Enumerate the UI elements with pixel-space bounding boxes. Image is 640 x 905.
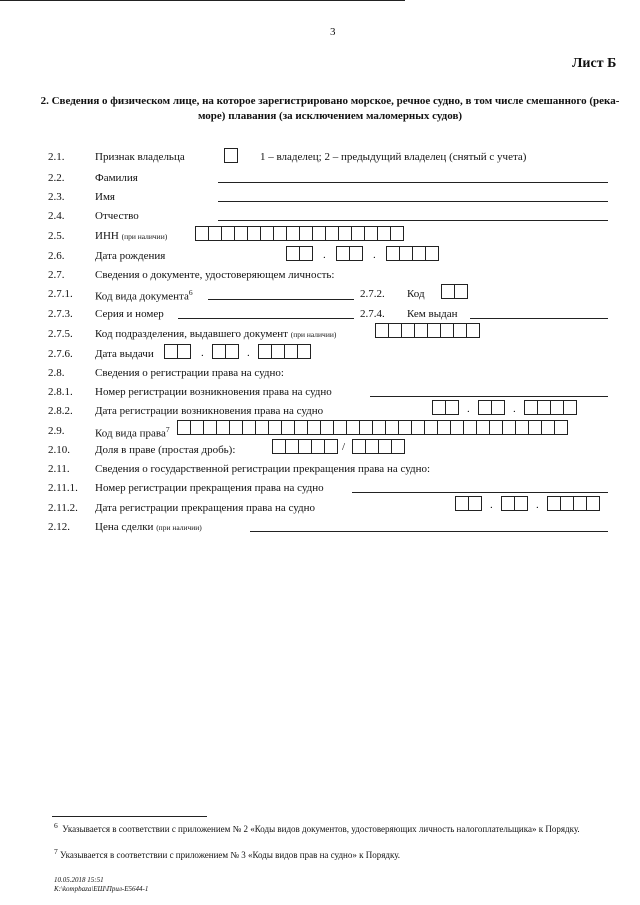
- print-timestamp: 10.05.2018 15:51: [54, 876, 104, 884]
- right-reg-date-label: Дата регистрации возникновения права на судно: [95, 405, 324, 417]
- section-title: 2. Сведения о физическом лице, на которое зарегистрировано морское, речное судно, в том числе смешанного (река-море) плавания (за исключением маломерных судов): [40, 95, 620, 122]
- row-number: 2.11.2.: [48, 502, 78, 514]
- row-number: 2.12.: [48, 521, 70, 533]
- page-number: 3: [330, 26, 336, 38]
- series-number-field[interactable]: [178, 318, 354, 319]
- doc-type-code-label: Код вида документа$^6$: [95, 288, 193, 303]
- row-number: 2.7.4.: [360, 308, 385, 320]
- surname-field[interactable]: [218, 182, 608, 183]
- right-reg-month-field[interactable]: [478, 400, 504, 415]
- name-field[interactable]: [218, 201, 608, 202]
- right-reg-day-field[interactable]: [432, 400, 458, 415]
- row-number: 2.8.: [48, 367, 65, 379]
- series-number-label: Серия и номер: [95, 308, 164, 320]
- termination-number-field[interactable]: [352, 492, 608, 493]
- row-number: 2.7.1.: [48, 288, 73, 300]
- date-separator: .: [513, 403, 516, 415]
- birth-day-field[interactable]: [286, 246, 312, 261]
- row-number: 2.7.3.: [48, 308, 73, 320]
- termination-day-field[interactable]: [455, 496, 481, 511]
- id-document-heading: Сведения о документе, удостоверяющем личность:: [95, 269, 335, 281]
- footnote-7: $^7$ Указывается в соответствии с приложением № 3 «Коды видов прав на судно» к Порядку.: [54, 847, 401, 860]
- row-number: 2.11.: [48, 463, 70, 475]
- right-registration-heading: Сведения о регистрации права на судно:: [95, 367, 284, 379]
- issue-date-label: Дата выдачи: [95, 348, 154, 360]
- footnote-rule: [52, 816, 207, 817]
- row-number: 2.7.2.: [360, 288, 385, 300]
- date-separator: .: [201, 347, 204, 359]
- row-number: 2.7.6.: [48, 348, 73, 360]
- top-rule: [0, 0, 405, 1]
- right-reg-number-label: Номер регистрации возникновения права на судно: [95, 386, 332, 398]
- row-number: 2.9.: [48, 425, 65, 437]
- patronymic-label: Отчество: [95, 210, 139, 222]
- termination-year-field[interactable]: [547, 496, 599, 511]
- birth-month-field[interactable]: [336, 246, 362, 261]
- department-code-label: Код подразделения, выдавшего документ (при наличии): [95, 328, 337, 340]
- issue-day-field[interactable]: [164, 344, 190, 359]
- date-separator: .: [247, 347, 250, 359]
- owner-flag-field[interactable]: [224, 148, 237, 163]
- row-number: 2.10.: [48, 444, 70, 456]
- termination-heading: Сведения о государственной регистрации прекращения права на судно:: [95, 463, 431, 475]
- row-number: 2.8.1.: [48, 386, 73, 398]
- row-number: 2.7.5.: [48, 328, 73, 340]
- code-field[interactable]: [441, 284, 467, 299]
- right-type-code-field[interactable]: [177, 420, 567, 435]
- birth-year-field[interactable]: [386, 246, 438, 261]
- row-number: 2.4.: [48, 210, 65, 222]
- surname-label: Фамилия: [95, 172, 138, 184]
- termination-number-label: Номер регистрации прекращения права на судно: [95, 482, 324, 494]
- owner-flag-label: Признак владельца: [95, 151, 185, 163]
- footnote-6: $^6$ Указывается в соответствии с приложением № 2 «Коды видов документов, удостоверяющих личность налогоплательщика» к Порядку.: [54, 821, 580, 834]
- fraction-slash: /: [342, 441, 346, 453]
- date-separator: .: [467, 403, 470, 415]
- inn-label: ИНН (при наличии): [95, 230, 168, 242]
- row-number: 2.2.: [48, 172, 65, 184]
- name-label: Имя: [95, 191, 115, 203]
- inn-field[interactable]: [195, 226, 403, 241]
- date-separator: .: [490, 499, 493, 511]
- right-type-code-label: Код вида права$^7$: [95, 425, 170, 440]
- share-denominator-field[interactable]: [352, 439, 404, 454]
- row-number: 2.3.: [48, 191, 65, 203]
- patronymic-field[interactable]: [218, 220, 608, 221]
- row-number: 2.8.2.: [48, 405, 73, 417]
- sheet-label: Лист Б: [572, 56, 617, 71]
- row-number: 2.7.: [48, 269, 65, 281]
- owner-flag-note: 1 – владелец; 2 – предыдущий владелец (снятый с учета): [260, 151, 527, 163]
- birth-date-label: Дата рождения: [95, 250, 166, 262]
- deal-price-label: Цена сделки (при наличии): [95, 521, 202, 533]
- row-number: 2.6.: [48, 250, 65, 262]
- deal-price-field[interactable]: [250, 531, 608, 532]
- issue-month-field[interactable]: [212, 344, 238, 359]
- issue-year-field[interactable]: [258, 344, 310, 359]
- termination-month-field[interactable]: [501, 496, 527, 511]
- date-separator: .: [323, 249, 326, 261]
- share-numerator-field[interactable]: [272, 439, 337, 454]
- row-number: 2.1.: [48, 151, 65, 163]
- issued-by-field[interactable]: [470, 318, 608, 319]
- department-code-field[interactable]: [375, 323, 479, 338]
- date-separator: .: [373, 249, 376, 261]
- code-label: Код: [407, 288, 425, 300]
- right-reg-number-field[interactable]: [370, 396, 608, 397]
- termination-date-label: Дата регистрации прекращения права на судно: [95, 502, 315, 514]
- issued-by-label: Кем выдан: [407, 308, 458, 320]
- doc-type-code-field[interactable]: [208, 299, 354, 300]
- file-path-stamp: K:\kompbaza\ЕШ\Прил-Е5644-1: [54, 885, 149, 893]
- row-number: 2.5.: [48, 230, 65, 242]
- share-label: Доля в праве (простая дробь):: [95, 444, 236, 456]
- row-number: 2.11.1.: [48, 482, 78, 494]
- right-reg-year-field[interactable]: [524, 400, 576, 415]
- date-separator: .: [536, 499, 539, 511]
